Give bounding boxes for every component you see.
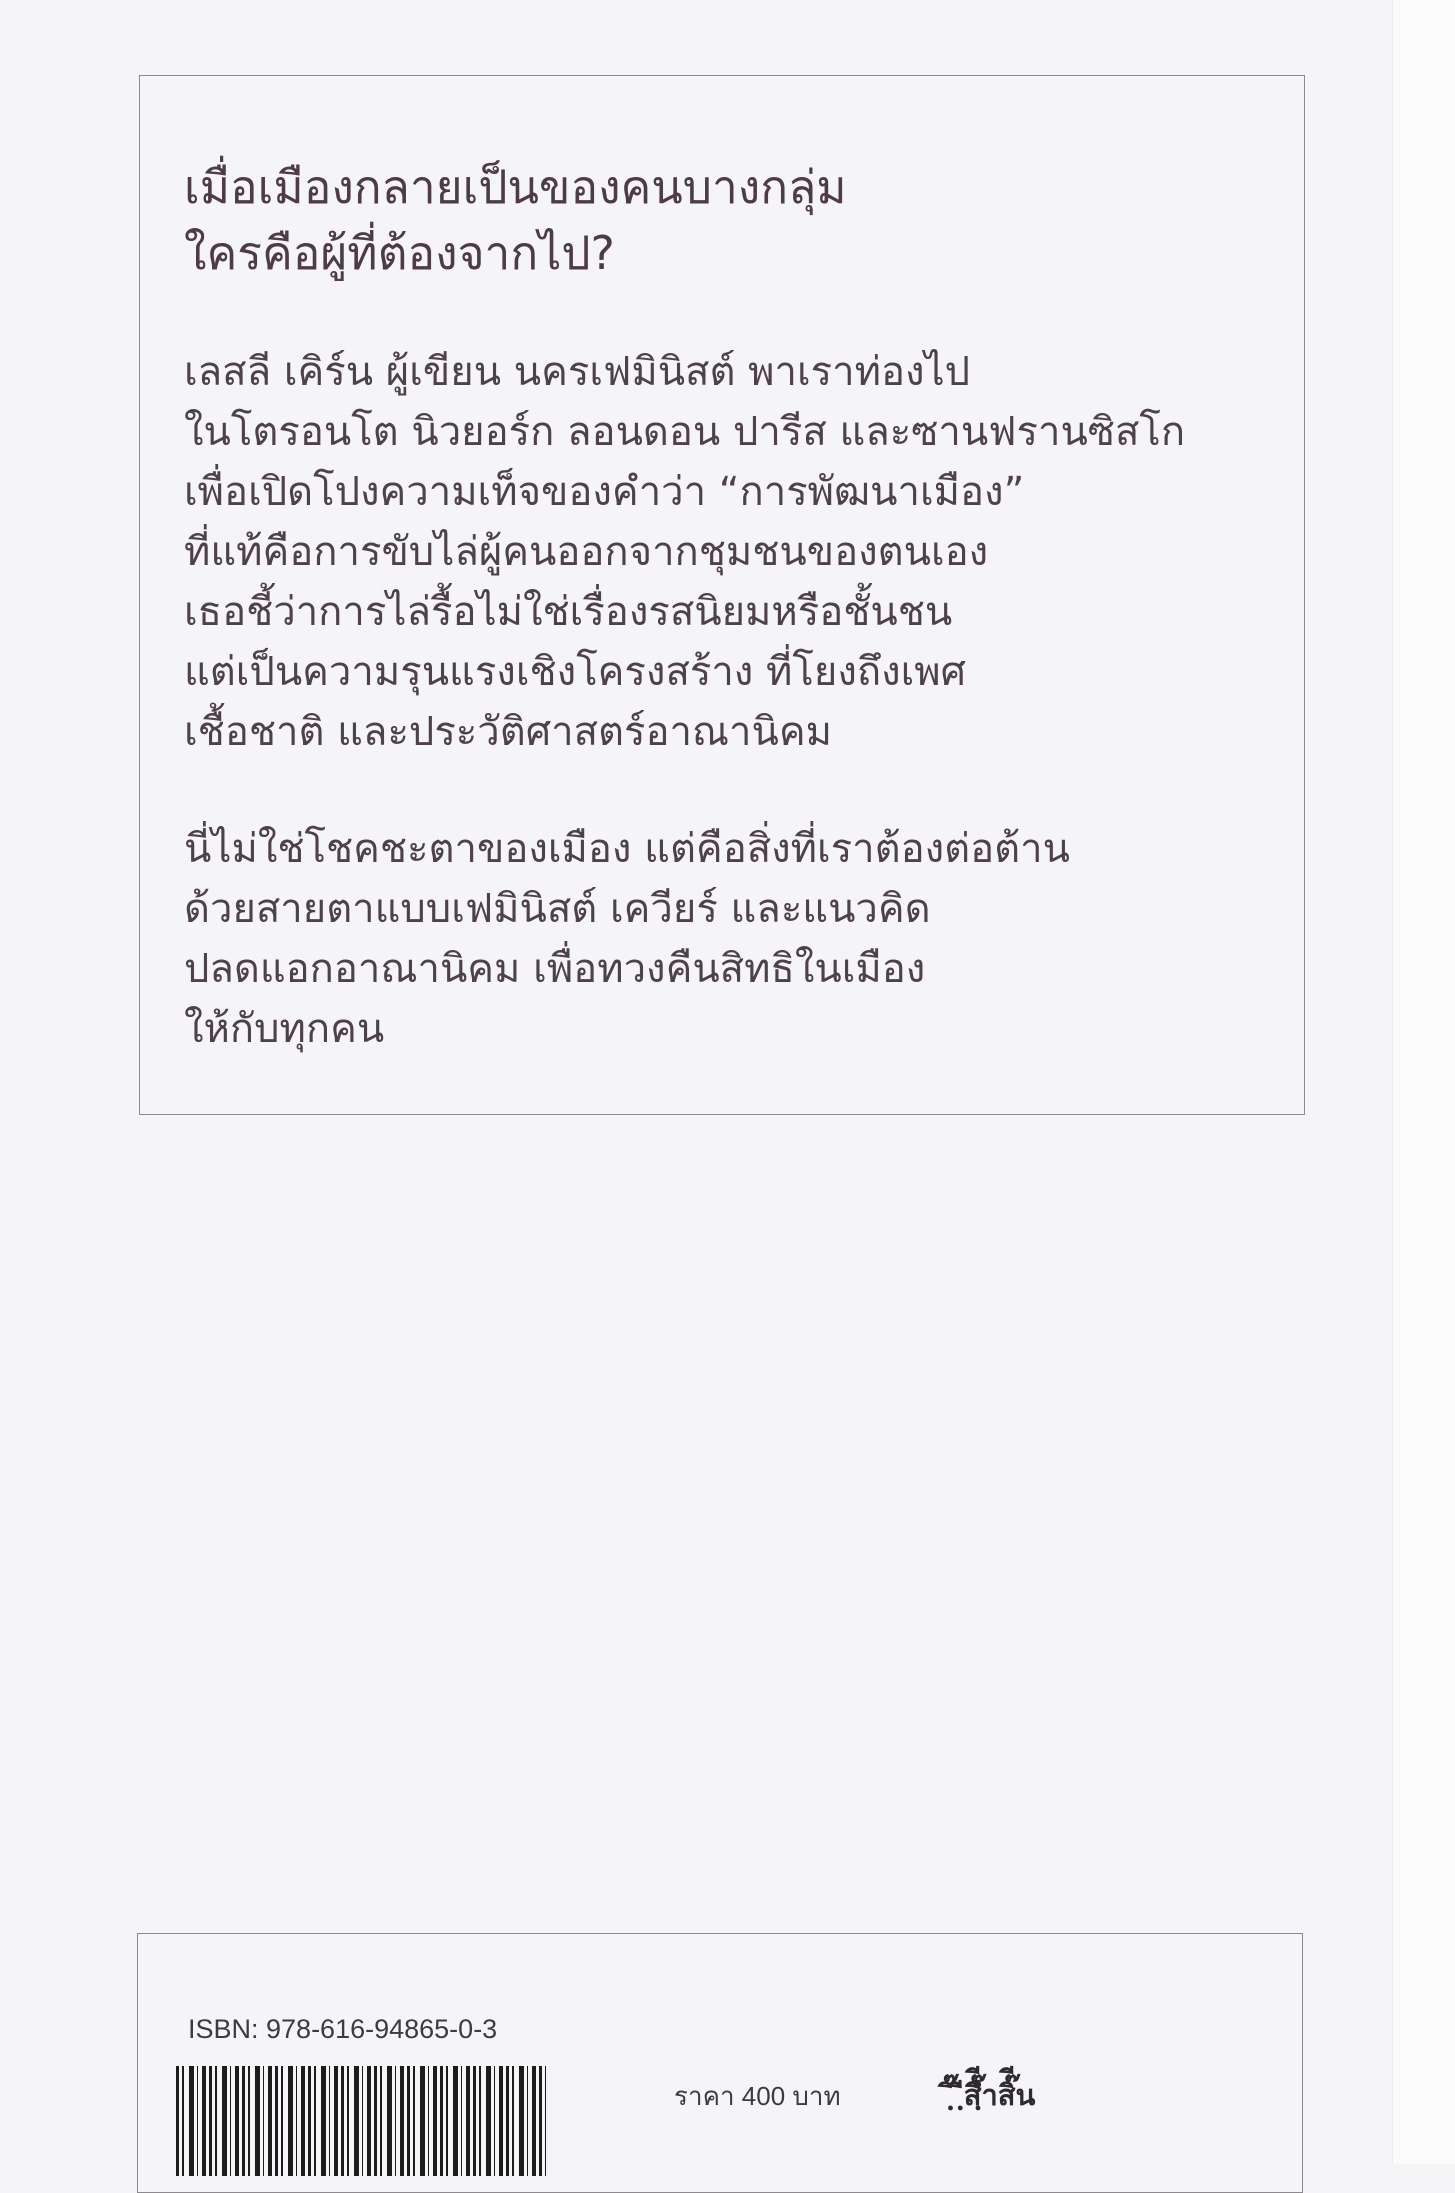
blurb-paragraph-2 xyxy=(184,819,1264,1059)
blurb-line: ที่แท้คือการขับไล่ผู้คนออกจากชุมชนของตนเอง xyxy=(184,529,989,575)
book-info-frame xyxy=(137,1933,1303,2193)
isbn-label: ISBN: 978-616-94865-0-3 xyxy=(188,2014,498,2044)
blurb-line: เธอชี้ว่าการไล่รื้อไม่ใช่เรื่องรสนิยมหรือชั้นชน xyxy=(184,589,953,635)
barcode-image xyxy=(176,2066,546,2176)
blurb-line: ให้กับทุกคน xyxy=(184,1006,385,1052)
headline xyxy=(184,154,1264,286)
headline-line: เมื่อเมืองกลายเป็นของคนบางกลุ่ม xyxy=(184,160,847,214)
description-frame xyxy=(139,75,1305,1115)
headline-line: ใครคือผู้ที่ต้องจากไป? xyxy=(184,226,615,280)
blurb-paragraph-1 xyxy=(184,342,1264,762)
blurb-line: นี่ไม่ใช่โชคชะตาของเมือง แต่คือสิ่งที่เราต้องต่อต้าน xyxy=(184,826,1070,872)
price-label: ราคา 400 บาท xyxy=(674,2081,841,2111)
page-edge xyxy=(1392,0,1455,2164)
blurb-line: เลสลี เคิร์น ผู้เขียน นครเฟมินิสต์ พาเราท่องไป xyxy=(184,349,971,395)
blurb-line: ในโตรอนโต นิวยอร์ก ลอนดอน ปารีส และซานฟรานซิสโก xyxy=(184,409,1186,455)
publisher-logo: ฺิ๊ ิฺีสิ๊ีฺีำสิ๊ีน xyxy=(954,2080,1036,2112)
blurb-line: ปลดแอกอาณานิคม เพื่อทวงคืนสิทธิในเมือง xyxy=(184,946,926,992)
blurb-line: ด้วยสายตาแบบเฟมินิสต์ เควียร์ และแนวคิด xyxy=(184,886,931,932)
blurb-line: แต่เป็นความรุนแรงเชิงโครงสร้าง ที่โยงถึงเพศ xyxy=(184,649,967,695)
blurb-line: เพื่อเปิดโปงความเท็จของคำว่า “การพัฒนาเมือง” xyxy=(184,469,1025,515)
blurb-line: เชื้อชาติ และประวัติศาสตร์อาณานิคม xyxy=(184,709,832,755)
